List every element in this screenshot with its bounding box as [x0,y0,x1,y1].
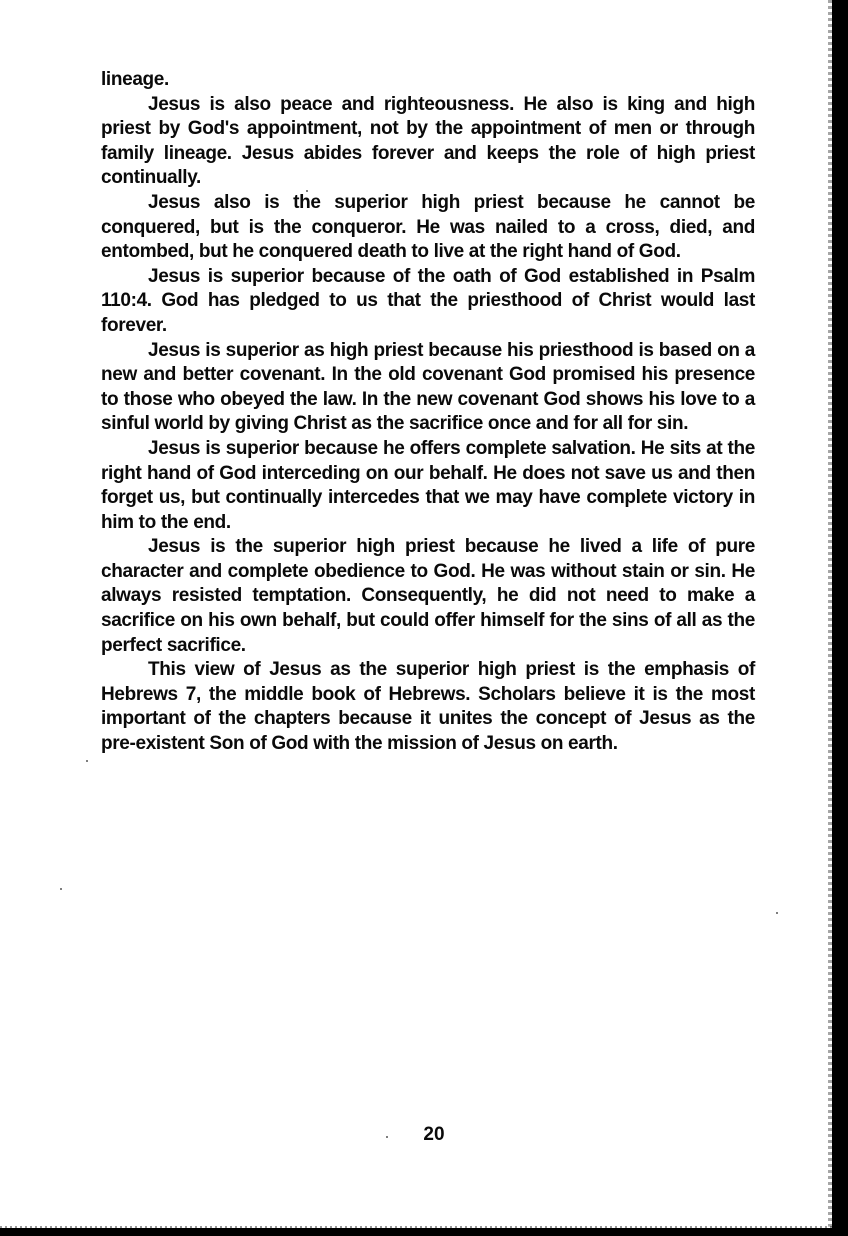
scan-edge-right-noise [828,0,832,1236]
paragraph-7: Jesus is the superior high priest because he lived a life of pure character and complete obedience to God. He was without stain or sin. He always resisted temptation. Consequently, he did not need to make a sacrifice on his own behalf, but could offer himself for the sins of all as the perfect sacrifice. [101,536,755,656]
page-number: 20 [423,1124,445,1145]
scan-speck [60,888,62,890]
paragraph-4: Jesus is superior because of the oath of God established in Psalm 110:4. God has pledged to us that the priesthood of Christ would last forever. [101,265,755,336]
scan-speck [776,912,778,914]
paragraph-5: Jesus is superior as high priest because his priesthood is based on a new and better covenant. In the old covenant God promised his presence to those who obeyed the law. In the new covenant God shows his love to a sinful world by giving Christ as the sacrifice once and for all for sin. [101,339,755,435]
scan-edge-bottom [0,1228,848,1236]
paragraph-6: Jesus is superior because he offers complete salvation. He sits at the right hand of God interceding on our behalf. He does not save us and then forget us, but continually intercedes that we may have complete victory in him to the end. [101,437,755,533]
scan-edge-bottom-noise [0,1226,832,1228]
paragraph-2: Jesus is also peace and righteousness. He also is king and high priest by God's appointment, not by the appointment of men or through family lineage. Jesus abides forever and keeps the role of high priest continually. [101,93,755,189]
paragraph-1: lineage. [101,69,169,90]
body-text [101,68,755,757]
scan-edge-right [832,0,848,1236]
paragraph-3: Jesus also is the superior high priest because he cannot be conquered, but is the conqueror. He was nailed to a cross, died, and entombed, but he conquered death to live at the right hand of God. [101,191,755,263]
paragraph-8: This view of Jesus as the superior high priest is the emphasis of Hebrews 7, the middle book of Hebrews. Scholars believe it is the most important of the chapters because it unites the concept of Jesus as the pre-existent Son of God with the mission of Jesus on earth. [101,659,755,755]
scan-speck [86,760,88,762]
